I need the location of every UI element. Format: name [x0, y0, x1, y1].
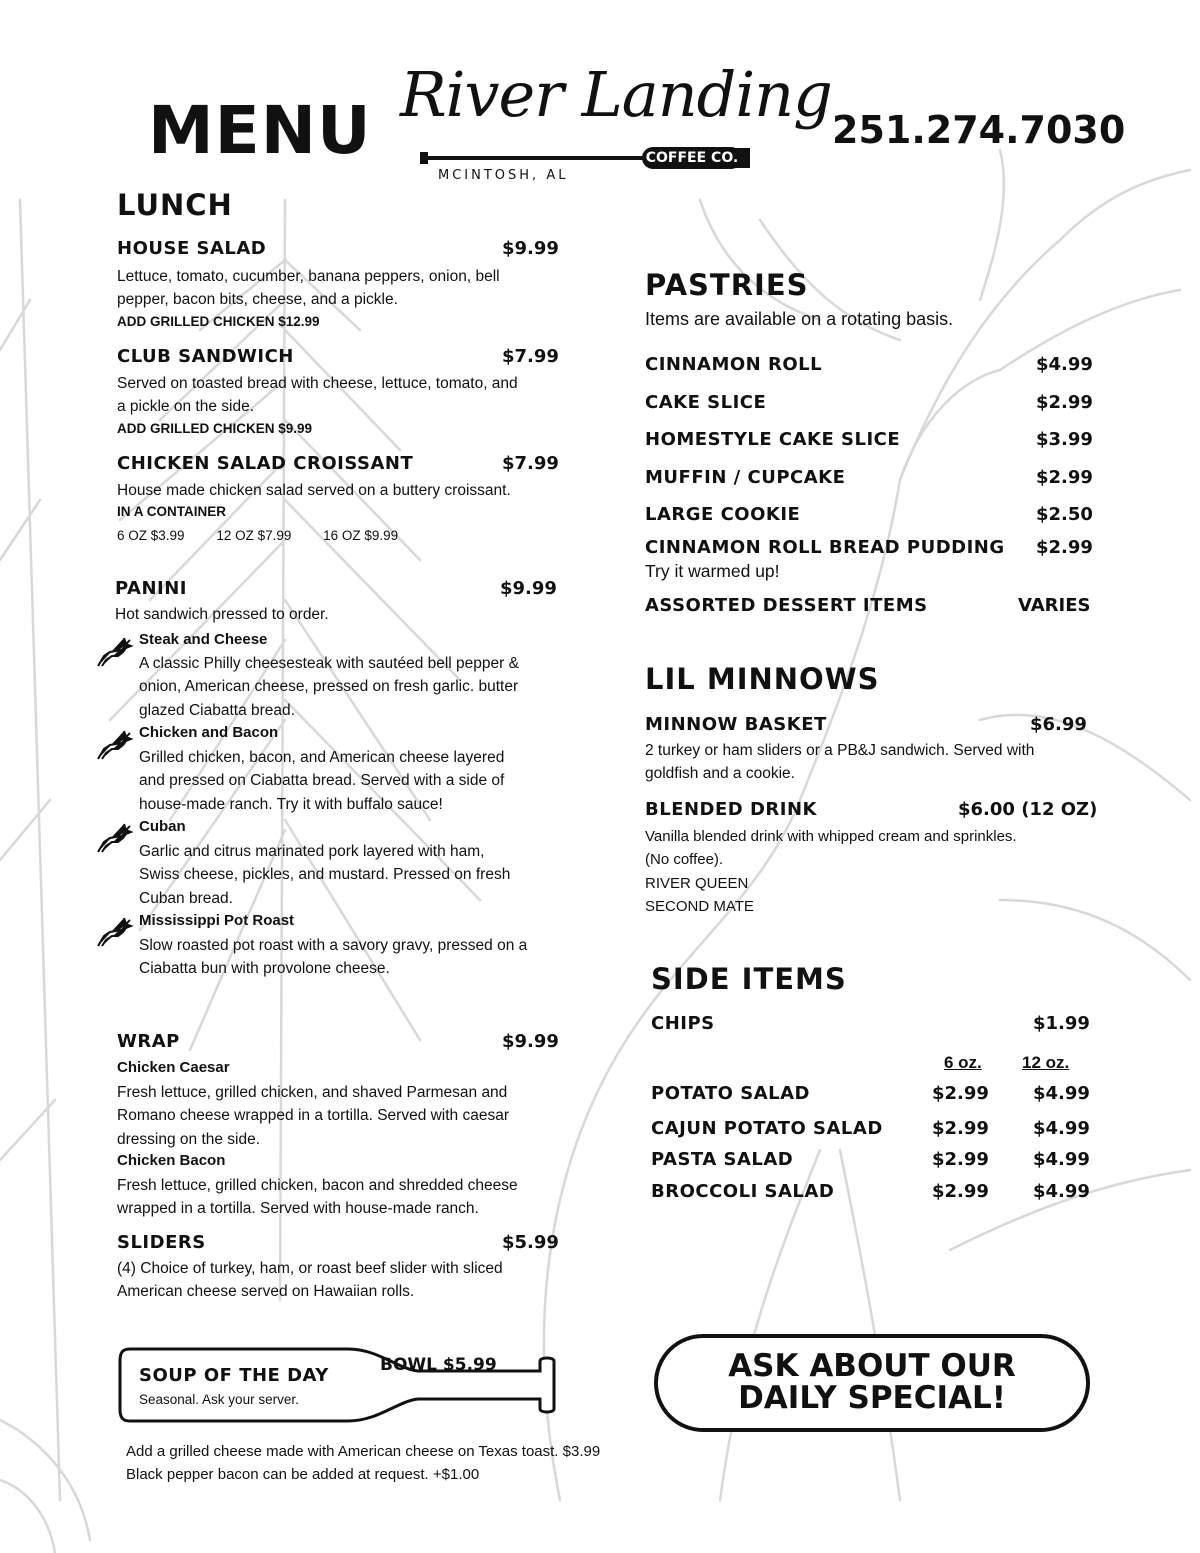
- desc-line: SECOND MATE: [645, 898, 754, 916]
- leaping-deer-icon: [96, 820, 134, 854]
- desc-line: house-made ranch. Try it with buffalo sauce!: [139, 795, 443, 813]
- desc-line: (4) Choice of turkey, ham, or roast beef slider with sliced: [117, 1260, 503, 1277]
- desc-line: Cuban bread.: [139, 889, 233, 907]
- soup-desc: Seasonal. Ask your server.: [139, 1392, 299, 1407]
- soup-name: SOUP OF THE DAY: [139, 1365, 329, 1386]
- desc-line: wrapped in a tortilla. Served with house-made ranch.: [117, 1200, 479, 1218]
- side-name: PASTA SALAD: [651, 1149, 794, 1170]
- container-label: IN A CONTAINER: [117, 504, 226, 519]
- club-sandwich-desc: [117, 372, 518, 419]
- lunch-heading: LUNCH: [117, 188, 233, 222]
- desc-line: a pickle on the side.: [117, 398, 255, 416]
- leaping-deer-icon: [96, 634, 134, 668]
- pastry-price: $2.50: [1036, 504, 1093, 525]
- wrap-price: $9.99: [502, 1031, 559, 1052]
- desc-line: Served on toasted bread with cheese, lettuce, tomato, and: [117, 375, 518, 392]
- wrap-chicken-bacon-desc: [117, 1174, 518, 1221]
- note-line: Black pepper bacon can be added at request. +$1.00: [126, 1466, 480, 1484]
- sliders-desc: [117, 1257, 503, 1304]
- desc-line: Fresh lettuce, grilled chicken, and shaved Parmesan and: [117, 1084, 508, 1101]
- side-price-12oz: $4.99: [1033, 1118, 1090, 1139]
- col-6oz: 6 oz.: [944, 1053, 982, 1072]
- container-sizes: [117, 528, 398, 543]
- panini-pot-roast-desc: [139, 934, 527, 981]
- panini-name: PANINI: [115, 578, 187, 599]
- blended-drink-price: $6.00 (12 OZ): [958, 799, 1098, 820]
- side-name: CAJUN POTATO SALAD: [651, 1118, 883, 1139]
- desc-line: (No coffee).: [645, 851, 724, 869]
- side-price-6oz: $2.99: [932, 1118, 989, 1139]
- chips-price: $1.99: [1033, 1013, 1090, 1034]
- sides-heading: SIDE ITEMS: [651, 962, 847, 996]
- desc-line: American cheese served on Hawaiian rolls.: [117, 1283, 415, 1301]
- wrap-caesar-desc: [117, 1081, 509, 1151]
- menu-heading: MENU: [148, 92, 372, 169]
- minnow-basket-desc: [645, 739, 1034, 786]
- side-name: BROCCOLI SALAD: [651, 1181, 835, 1202]
- panini-cuban-name: Cuban: [139, 818, 186, 835]
- desc-line: Fresh lettuce, grilled chicken, bacon and shredded cheese: [117, 1177, 518, 1194]
- logo-location: MCINTOSH, AL: [438, 168, 569, 183]
- pastry-name: CAKE SLICE: [645, 392, 767, 413]
- pastries-heading: PASTRIES: [645, 268, 809, 302]
- desc-line: A classic Philly cheesesteak with sautéed bell pepper &: [139, 655, 519, 672]
- panini-price: $9.99: [500, 578, 557, 599]
- pastry-name: CINNAMON ROLL BREAD PUDDING: [645, 537, 1005, 558]
- desc-line: glazed Ciabatta bread.: [139, 701, 295, 719]
- pastry-name: HOMESTYLE CAKE SLICE: [645, 429, 901, 450]
- sliders-price: $5.99: [502, 1232, 559, 1253]
- house-salad-price: $9.99: [502, 238, 559, 259]
- pastry-name: CINNAMON ROLL: [645, 354, 823, 375]
- desc-line: Swiss cheese, pickles, and mustard. Pressed on fresh: [139, 866, 511, 884]
- daily-special-text: [658, 1350, 1086, 1414]
- croissant-name: CHICKEN SALAD CROISSANT: [117, 453, 414, 474]
- desc-line: 2 turkey or ham sliders or a PB&J sandwich. Served with: [645, 742, 1035, 759]
- panini-chicken-bacon-desc: [139, 746, 504, 816]
- wrap-caesar-name: Chicken Caesar: [117, 1059, 230, 1076]
- desc-line: Lettuce, tomato, cucumber, banana peppers, onion, bell: [117, 268, 500, 285]
- croissant-price: $7.99: [502, 453, 559, 474]
- minnow-basket-price: $6.99: [1030, 714, 1087, 735]
- desc-line: pepper, bacon bits, cheese, and a pickle.: [117, 291, 398, 309]
- panini-cuban-desc: [139, 840, 510, 910]
- wrap-name: WRAP: [117, 1031, 180, 1052]
- blended-drink-name: BLENDED DRINK: [645, 799, 818, 820]
- pastry-price: VARIES: [1018, 595, 1091, 616]
- special-line: ASK ABOUT OUR: [728, 1348, 1016, 1384]
- panini-chicken-bacon-name: Chicken and Bacon: [139, 724, 279, 741]
- size-6oz: 6 OZ $3.99: [117, 528, 185, 543]
- desc-line: and pressed on Ciabatta bread. Served with a side of: [139, 772, 505, 790]
- pastry-name: MUFFIN / CUPCAKE: [645, 467, 846, 488]
- house-salad-name: HOUSE SALAD: [117, 238, 267, 259]
- side-price-12oz: $4.99: [1033, 1181, 1090, 1202]
- minnows-heading: LIL MINNOWS: [645, 662, 880, 696]
- note-line: Add a grilled cheese made with American cheese on Texas toast. $3.99: [126, 1443, 601, 1460]
- pastry-name: LARGE COOKIE: [645, 504, 801, 525]
- pastry-price: $2.99: [1036, 537, 1093, 558]
- side-price-12oz: $4.99: [1033, 1083, 1090, 1104]
- house-salad-addon: ADD GRILLED CHICKEN $12.99: [117, 314, 320, 329]
- club-sandwich-name: CLUB SANDWICH: [117, 346, 294, 367]
- desc-line: onion, American cheese, pressed on fresh garlic. butter: [139, 678, 519, 696]
- logo-badge: COFFEE CO.: [642, 147, 742, 169]
- desc-line: Garlic and citrus marinated pork layered with ham,: [139, 843, 485, 860]
- logo: [392, 58, 832, 188]
- chips-name: CHIPS: [651, 1013, 715, 1034]
- col-12oz: 12 oz.: [1022, 1053, 1070, 1072]
- desc-line: goldfish and a cookie.: [645, 765, 795, 783]
- pastry-price: $2.99: [1036, 467, 1093, 488]
- pastry-price: $3.99: [1036, 429, 1093, 450]
- blended-drink-desc: [645, 825, 1017, 919]
- side-price-6oz: $2.99: [932, 1083, 989, 1104]
- leaping-deer-icon: [96, 727, 134, 761]
- leaping-deer-icon: [96, 914, 134, 948]
- logo-script-text: River Landing: [400, 58, 832, 131]
- footer-notes: [126, 1440, 600, 1487]
- side-price-12oz: $4.99: [1033, 1149, 1090, 1170]
- size-16oz: 16 OZ $9.99: [323, 528, 399, 543]
- panini-pot-roast-name: Mississippi Pot Roast: [139, 912, 295, 929]
- side-price-6oz: $2.99: [932, 1181, 989, 1202]
- club-sandwich-price: $7.99: [502, 346, 559, 367]
- minnow-basket-name: MINNOW BASKET: [645, 714, 827, 735]
- pastries-note: Items are available on a rotating basis.: [645, 309, 954, 329]
- soup-price: BOWL $5.99: [380, 1355, 497, 1375]
- wrap-chicken-bacon-name: Chicken Bacon: [117, 1152, 226, 1169]
- pastry-note: Try it warmed up!: [645, 561, 780, 581]
- panini-desc: Hot sandwich pressed to order.: [115, 606, 329, 623]
- daily-special-banner: [654, 1334, 1090, 1432]
- desc-line: Slow roasted pot roast with a savory gravy, pressed on a: [139, 937, 528, 954]
- croissant-desc: House made chicken salad served on a buttery croissant.: [117, 482, 511, 499]
- sliders-name: SLIDERS: [117, 1232, 206, 1253]
- house-salad-desc: [117, 265, 500, 312]
- desc-line: Vanilla blended drink with whipped cream and sprinkles.: [645, 828, 1017, 845]
- desc-line: Ciabatta bun with provolone cheese.: [139, 960, 390, 978]
- panini-steak-name: Steak and Cheese: [139, 631, 268, 648]
- desc-line: Grilled chicken, bacon, and American cheese layered: [139, 749, 505, 766]
- side-name: POTATO SALAD: [651, 1083, 810, 1104]
- pastry-price: $4.99: [1036, 354, 1093, 375]
- panini-steak-desc: [139, 652, 519, 722]
- phone-number: 251.274.7030: [832, 108, 1126, 152]
- club-sandwich-addon: ADD GRILLED CHICKEN $9.99: [117, 421, 313, 436]
- pastry-name: ASSORTED DESSERT ITEMS: [645, 595, 928, 616]
- size-12oz: 12 OZ $7.99: [216, 528, 292, 543]
- desc-line: Romano cheese wrapped in a tortilla. Served with caesar: [117, 1107, 510, 1125]
- pastry-price: $2.99: [1036, 392, 1093, 413]
- desc-line: RIVER QUEEN: [645, 874, 749, 892]
- desc-line: dressing on the side.: [117, 1130, 261, 1148]
- special-line: DAILY SPECIAL!: [738, 1380, 1006, 1416]
- side-price-6oz: $2.99: [932, 1149, 989, 1170]
